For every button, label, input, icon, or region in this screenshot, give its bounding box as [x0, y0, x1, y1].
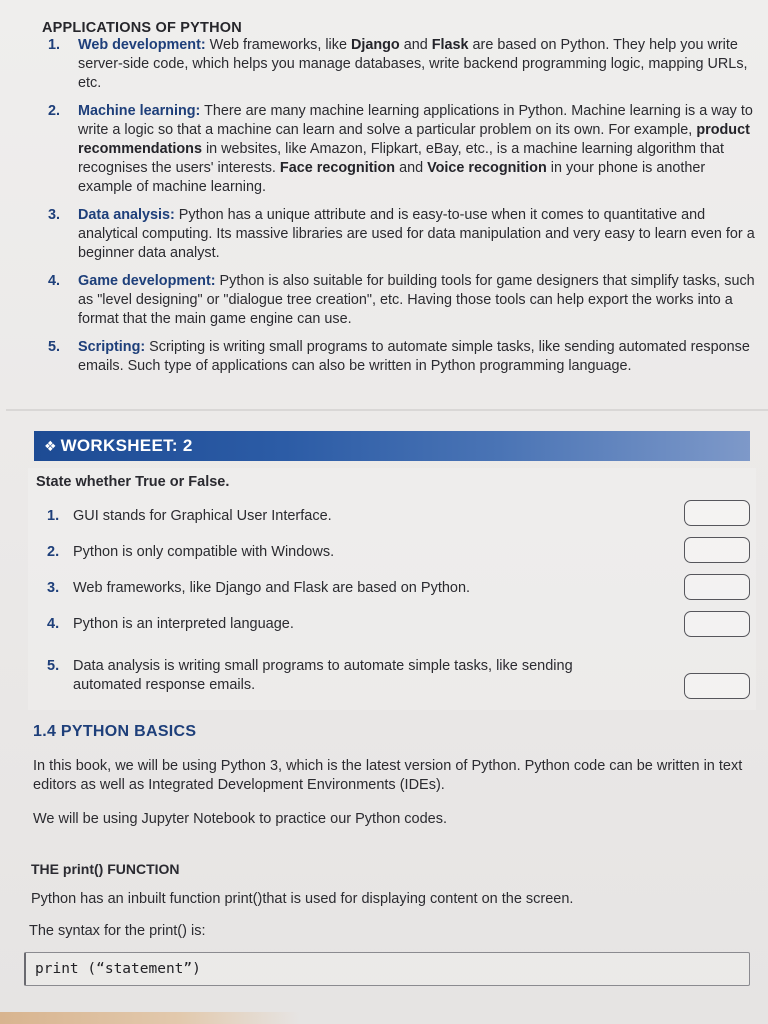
item-term: Scripting:	[78, 339, 146, 355]
answer-box-2[interactable]	[684, 537, 750, 563]
worksheet-question-1	[47, 507, 647, 526]
basics-paragraph-2: We will be using Jupyter Notebook to practice our Python codes.	[33, 811, 448, 827]
print-syntax-label: The syntax for the print() is:	[29, 923, 206, 939]
print-function-heading: THE print() FUNCTION	[31, 861, 180, 877]
worksheet-title: WORKSHEET: 2	[60, 436, 193, 455]
answer-box-4[interactable]	[684, 611, 750, 637]
section-title-python-basics: 1.4 PYTHON BASICS	[33, 723, 197, 740]
worksheet-question-3	[47, 579, 647, 598]
item-number: 4.	[48, 273, 61, 289]
question-text: Data analysis is writing small programs to automate simple tasks, like sending automated response emails.	[73, 658, 573, 693]
worksheet-question-2	[47, 543, 647, 562]
item-number: 2.	[48, 103, 61, 119]
bold-term: Django	[350, 37, 400, 53]
application-item	[48, 36, 760, 93]
item-text: and	[399, 37, 432, 53]
question-text: Python is only compatible with Windows.	[73, 544, 335, 560]
item-text: are based on Python. They help you write server-side code, which helps you manage databases, write backend programming logic, mapping URLs, etc.	[78, 37, 748, 91]
question-number: 1.	[47, 508, 60, 524]
section-title-applications: APPLICATIONS OF PYTHON	[42, 20, 242, 36]
answer-box-1[interactable]	[684, 500, 750, 526]
code-example: print (“statement”)	[35, 961, 201, 977]
item-number: 3.	[48, 207, 61, 223]
worksheet-instruction: State whether True or False.	[36, 474, 230, 490]
question-number: 2.	[47, 544, 60, 560]
item-term: Machine learning:	[78, 103, 201, 119]
application-item	[48, 272, 760, 329]
item-text: Web frameworks, like	[205, 37, 351, 53]
answer-box-5[interactable]	[684, 673, 750, 699]
item-term: Data analysis:	[78, 207, 175, 223]
question-text: GUI stands for Graphical User Interface.	[73, 508, 332, 524]
section-divider	[6, 409, 768, 411]
print-function-description: Python has an inbuilt function print()that is used for displaying content on the screen.	[31, 891, 574, 907]
question-text: Python is an interpreted language.	[73, 616, 294, 632]
application-item	[48, 206, 760, 263]
diamond-bullet-icon: ❖	[44, 437, 57, 454]
bold-term: product recommendations	[78, 122, 750, 157]
question-number: 3.	[47, 580, 60, 596]
item-number: 5.	[48, 339, 61, 355]
worksheet-question-4	[47, 615, 647, 634]
code-example-box	[24, 952, 750, 986]
item-text: in your phone is another example of machine learning.	[78, 160, 706, 195]
worksheet-banner	[34, 431, 750, 461]
question-number: 5.	[47, 658, 60, 674]
item-text: in websites, like Amazon, Flipkart, eBay, etc., is a machine learning algorithm that recognises the users' interests.	[78, 141, 724, 176]
bold-term: Face recognition	[279, 160, 396, 176]
item-text: Python is also suitable for building tools for game designers that simplify tasks, such as "level designing" or "dialogue tree creation", etc. Having those tools can help export the works into a format that the main game engine can use.	[78, 273, 755, 327]
answer-box-3[interactable]	[684, 574, 750, 600]
item-text: and	[395, 160, 428, 176]
item-text: Python has a unique attribute and is easy-to-use when it comes to quantitative and analytical computing. Its massive libraries are used for data manipulation and very easy to learn even for a beginner data analyst.	[78, 207, 755, 261]
item-text: Scripting is writing small programs to automate simple tasks, like sending automated response emails. Such type of applications can also be written in Python programming language.	[78, 339, 750, 374]
item-number: 1.	[48, 37, 61, 53]
item-text: There are many machine learning applications in Python. Machine learning is a way to write a logic so that a machine can learn and solve a particular problem on its own. For example,	[78, 103, 753, 138]
bold-term: Flask	[431, 37, 469, 53]
applications-list	[48, 36, 760, 376]
application-item	[48, 102, 760, 197]
question-number: 4.	[47, 616, 60, 632]
worksheet-question-5	[47, 657, 637, 695]
item-term: Game development:	[78, 273, 216, 289]
application-item	[48, 338, 760, 376]
item-term: Web development:	[78, 37, 206, 53]
basics-paragraph-1: In this book, we will be using Python 3, which is the latest version of Python. Python code can be written in text editors as well as Integrated Development Environments (IDEs).	[33, 758, 743, 793]
question-text: Web frameworks, like Django and Flask are based on Python.	[73, 580, 471, 596]
page-edge-strip	[0, 1012, 300, 1024]
bold-term: Voice recognition	[427, 160, 547, 176]
